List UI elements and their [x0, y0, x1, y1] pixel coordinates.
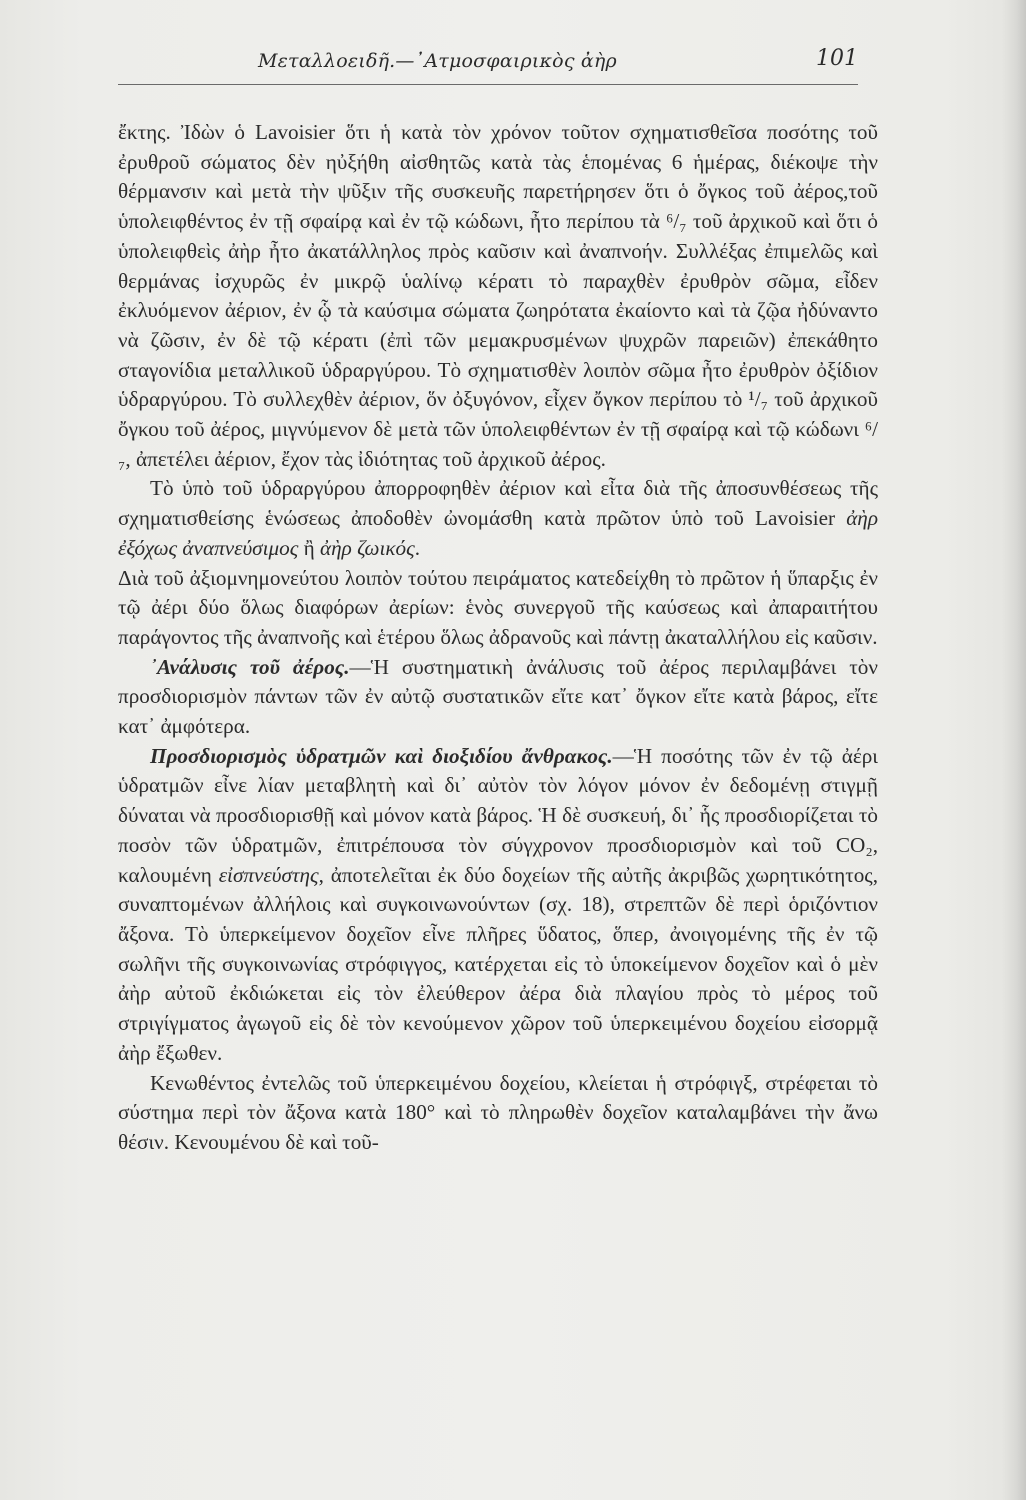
italic-term: ἀὴρ ἐξόχως ἀναπνεύσιμος [118, 506, 878, 560]
text-run: —Ἡ συστηματικὴ ἀνάλυσις τοῦ ἀέρος περιλαμβάνει τὸν προσδιορισμὸν πάντων τῶν ἐν αὐτῷ συστατικῶν εἴτε κατ᾿ ὄγκον εἴτε κατὰ βάρος, εἴτε κατ᾿ ἀμφότερα. [118, 654, 878, 739]
paragraph-conclusion: Διὰ τοῦ ἀξιομνημονεύτου λοιπὸν τούτου πειράματος κατεδείχθη τὸ πρῶτον ἡ ὕπαρξις ἐν τῷ ἀέρι δύο ὅλως διαφόρων ἀερίων: ἑνὸς συνεργοῦ τῆς καύσεως καὶ ἀπαραιτήτου παράγοντος τῆς ἀναπνοῆς καὶ ἑτέρου ὅλως ἀδρανοῦς καὶ πάντῃ ἀκαταλλήλου εἰς καῦσιν. [118, 565, 878, 649]
section-heading: ᾿Ανάλυσις τοῦ ἀέρος. [150, 654, 350, 679]
running-head [118, 46, 858, 90]
page-spine-shadow [1002, 0, 1026, 1500]
paragraph-water-vapour [118, 742, 878, 1069]
paragraph-continued: ἔκτης. Ἰδὼν ὁ Lavoisier ὅτι ἡ κατὰ τὸν χρόνον τοῦτον σχηματισθεῖσα ποσότης τοῦ ἐρυθροῦ σώματος δὲν ηὐξήθη αἰσθητῶς κατὰ τὰς ἑπομένας 6 ἡμέρας, διέκοψε τὴν θέρμανσιν καὶ μετὰ τὴν ψῦξιν τῆς συσκευῆς παρετήρησεν ὅτι ὁ ὄγκος τοῦ ἀέρος,τοῦ ὑπολειφθέντος ἐν τῇ σφαίρᾳ καὶ ἐν τῷ κώδωνι, ἦτο περίπου τὰ ⁶/₇ τοῦ ἀρχικοῦ καὶ ὅτι ὁ ὑπολειφθεὶς ἀὴρ ἦτο ἀκατάλληλος πρὸς καῦσιν καὶ ἀναπνοήν. Συλλέξας ἐπιμελῶς καὶ θερμάνας ἰσχυρῶς ἐν μικρῷ ὑαλίνῳ κέρατι τὸ παραχθὲν ἐρυθρὸν σῶμα, εἶδεν ἐκλυόμενον ἀέριον, ἐν ᾧ τὰ καύσιμα σώματα ζωηρότατα ἐκαίοντο καὶ τὰ ζῷα ἠδύναντο νὰ ζῶσιν, ἐν δὲ τῷ κέρατι (ἐπὶ τῶν μεμακρυσμένων ψυχρῶν παρειῶν) ἐπεκάθητο σταγονίδια μεταλλικοῦ ὑδραργύρου. Τὸ σχηματισθὲν λοιπὸν σῶμα ἦτο ἐρυθρὸν ὀξίδιον ὑδραργύρου. Τὸ συλλεχθὲν ἀέριον, ὅν ὀξυγόνον, εἶχεν ὄγκον περίπου τὸ ¹/₇ τοῦ ἀρχικοῦ ὄγκου τοῦ ἀέρος, μιγνύμενον δὲ μετὰ τῶν ὑπολειφθέντων ἐν τῇ σφαίρᾳ καὶ τῷ κώδωνι ⁶/₇, ἀπετέλει ἀέριον, ἔχον τὰς ἰδιότητας τοῦ ἀρχικοῦ ἀέρος. [118, 120, 878, 471]
header-rule [118, 84, 858, 85]
page-number: 101 [816, 46, 858, 71]
text-run: —Ἡ ποσότης τῶν ἐν τῷ ἀέρι ὑδρατμῶν εἶνε λίαν μεταβλητὴ καὶ δι᾿ αὐτὸν τὸν λόγον μόνον ἐν δεδομένῃ στιγμῇ δύναται νὰ προσδιορισθῇ καὶ μόνον κατὰ βάρος. Ἡ δὲ συσκευή, δι᾿ ἧς προσδιορίζεται τὸ ποσὸν τῶν ὑδρατμῶν, ἐπιτρέπουσα τὸν σύγχρονον προσδιορισμὸν καὶ τοῦ CO₂, καλουμένη [118, 743, 878, 887]
italic-term: ἀὴρ ζωικός [320, 535, 415, 560]
paragraph-vital-air [118, 474, 878, 563]
paragraph-air-analysis [118, 653, 878, 742]
text-run: . [414, 535, 420, 560]
running-title: Μεταλλοειδῆ.—᾿Ατμοσφαιρικὸς ἀὴρ [258, 50, 617, 72]
body-text [118, 118, 878, 1158]
text-run: ἢ [298, 535, 321, 560]
text-run: Τὸ ὑπὸ τοῦ ὑδραργύρου ἀπορροφηθὲν ἀέριον καὶ εἶτα διὰ τῆς ἀποσυνθέσεως τῆς σχηματισθείσης ἑνώσεως ἀποδοθὲν ὠνομάσθη κατὰ πρῶτον ὑπὸ τοῦ Lavoisier [118, 476, 878, 531]
section-heading: Προσδιορισμὸς ὑδρατμῶν καὶ διοξιδίου ἄνθρακος. [150, 743, 613, 768]
italic-term: εἰσπνεύστης [218, 862, 319, 887]
text-run: , ἀποτελεῖται ἐκ δύο δοχείων τῆς αὐτῆς ἀκριβῶς χωρητικότητος, συναπτομένων ἀλλήλοις καὶ συγκοινωνούντων (σχ. 18), στρεπτῶν δὲ περὶ ὁριζόντιον ἄξονα. Τὸ ὑπερκείμενον δοχεῖον εἶνε πλῆρες ὕδατος, ὅπερ, ἀνοιγομένης τῆς ἐν τῷ σωλῆνι τῆς συγκοινωνίας στρόφιγγος, κατέρχεται εἰς τὸ ὑποκείμενον δοχεῖον καὶ ὁ μὲν ἀὴρ αὐτοῦ ἐκδιώκεται εἰς τὸν ἐλεύθερον ἀέρα διὰ πλαγίου πρὸς τὸ μέρος τοῦ στριγίγματος ἀγωγοῦ εἰς δὲ τὸν κενούμενον χῶρον τοῦ ὑπερκειμένου δοχείου εἰσορμᾷ ἀὴρ ἔξωθεν. [118, 862, 878, 1065]
paragraph-rotation: Κενωθέντος ἐντελῶς τοῦ ὑπερκειμένου δοχείου, κλείεται ἡ στρόφιγξ, στρέφεται τὸ σύστημα περὶ τὸν ἄξονα κατὰ 180° καὶ τὸ πληρωθὲν δοχεῖον καταλαμβάνει τὴν ἄνω θέσιν. Κενουμένου δὲ καὶ τοῦ- [118, 1070, 878, 1154]
